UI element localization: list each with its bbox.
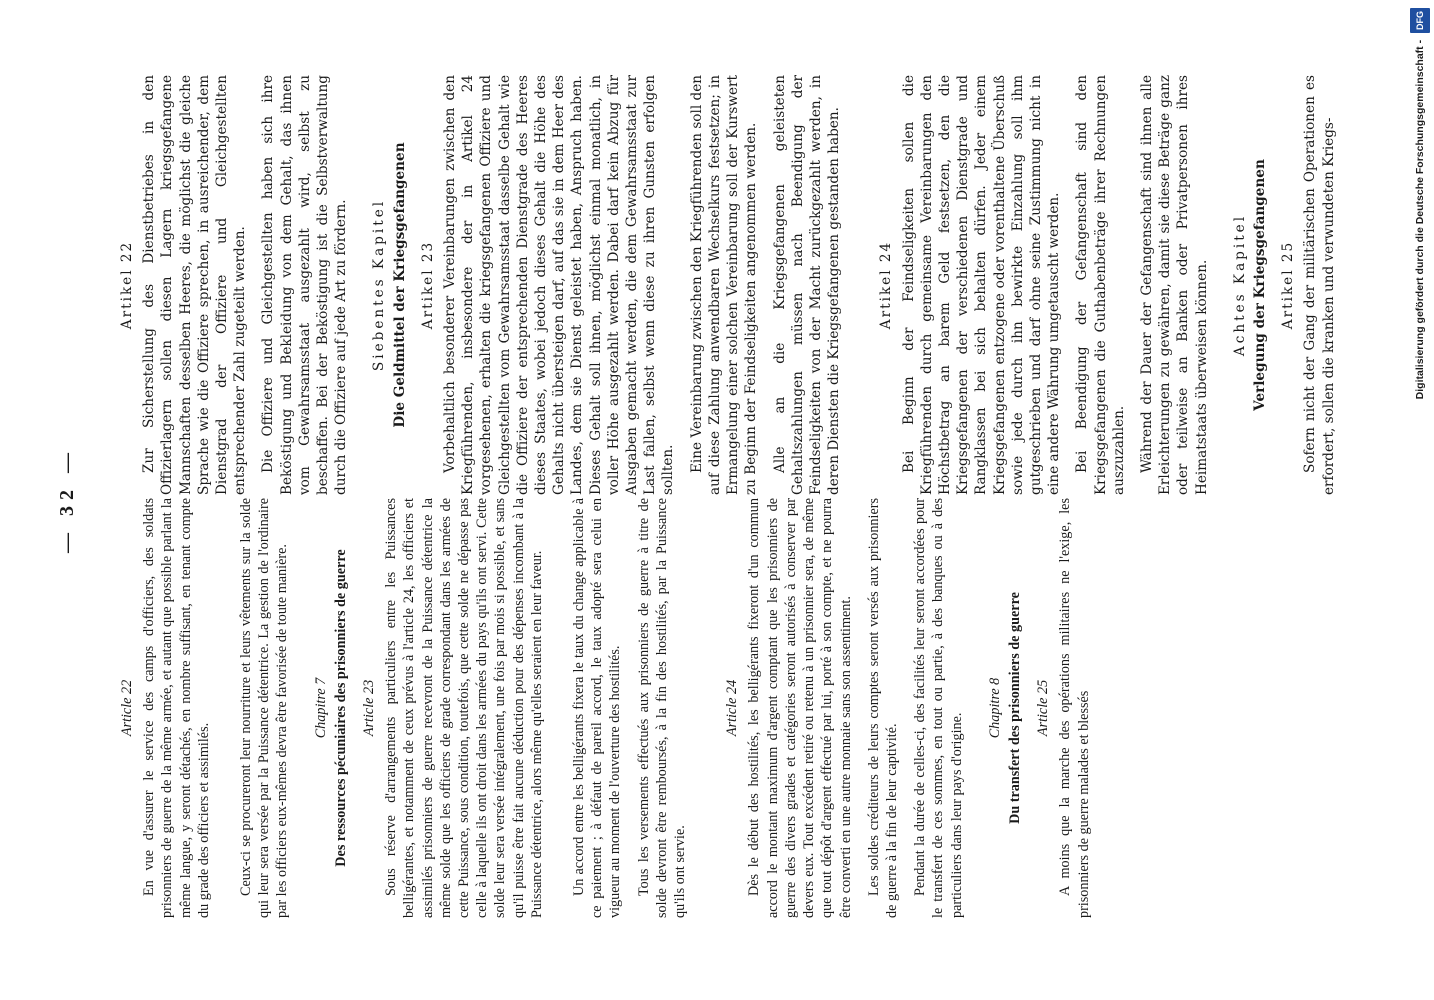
fr-article-24-paragraph-3: Pendant la durée de celles-ci, des facilités leur seront accordées pour le transfert de ces sommes, en tout ou partie, à des banques ou à des particuliers dans leur pays d'origine. [912, 498, 965, 918]
de-article-23-paragraph-2: Eine Vereinbarung zwischen den Kriegführenden soll den auf diese Zahlung anwendbaren Wechselkurs festsetzen; in Ermangelung einer solchen Vereinbarung soll der Kurswert zu Beginn der Feindseligkeiten angenommen werden. [688, 74, 760, 495]
de-article-24-paragraph-3: Während der Dauer der Gefangenschaft sind ihnen alle Erleichterungen zu gewähren, damit sie diese Beträge ganz oder teilweise an Banken oder Privatpersonen ihres Heimatstaats überweisen können. [1138, 75, 1210, 495]
de-article-23-heading: Artikel 23 [419, 240, 436, 330]
fr-chapter-8-title: Du transfert des prisonniers de guerre [1006, 592, 1023, 824]
fr-chapter-7-label: Chapitre 7 [312, 677, 329, 739]
fr-article-24-paragraph-2: Les soldes créditeurs de leurs comptes seront versés aux prisonniers de guerre à la fin de leur captivité. [865, 498, 900, 918]
fr-article-23-paragraph-2: Un accord entre les belligérants fixera le taux du change applicable à ce paiement ; à défaut de pareil accord, le taux adopté sera celui en vigueur au moment de l'ouverture des hostilités. [571, 498, 624, 918]
page-number: — 32 — [56, 447, 78, 553]
de-article-22-paragraph-1: Zur Sicherstellung des Dienstbetriebes in den Offizierlagern sollen diesen Lagern kriegsgefangene Mannschaften desselben Heeres, die möglichst die gleiche Sprache wie die Offiziere sprechen, in ausreichender, dem Dienstgrad der Offiziere und Gleichgestellten entsprechender Zahl zugeteilt werden. [141, 75, 249, 495]
digitization-margin-note [1410, 8, 1430, 988]
de-article-25-heading: Artikel 25 [1280, 240, 1297, 330]
de-chapter-7-title: Die Geldmittel der Kriegsgefangenen [391, 142, 408, 428]
fr-article-22-paragraph-1: En vue d'assurer le service des camps d'officiers, des soldats prisonniers de guerre de la même armée, et autant que possible parlant la même langue, y seront détachés, en nombre suffisant, en tenant compte du grade des officiers et assimilés. [141, 498, 212, 918]
fr-article-23-heading: Article 23 [361, 679, 378, 737]
de-article-24-paragraph-1: Bei Beginn der Feindseligkeiten sollen die Kriegführenden durch gemeinsame Vereinbarungen den Höchstbetrag an barem Geld festsetzen, den die Kriegsgefangenen der verschiedenen Dienstgrade und Rangklassen bei sich behalten dürfen. Jeder einem Kriegsgefangenen entzogene oder vorenthaltene Überschuß sowie jede durch ihn bewirkte Einzahlung soll ihm gutgeschrieben und darf ohne seine Zustimmung nicht in eine andere Währung umgetauscht werden. [900, 75, 1063, 495]
fr-article-23-paragraph-3: Tous les versements effectués aux prisonniers de guerre à titre de solde devront être remboursés, à la fin des hostilités, par la Puissance qu'ils ont servie. [635, 498, 689, 918]
fr-article-22-paragraph-2: Ceux-ci se procureront leur nourriture et leurs vêtements sur la solde qui leur sera versée par la Puissance détentrice. La gestion de l'ordinaire par les officiers eux-mêmes devra être favorisée de toute manière. [238, 498, 291, 918]
fr-chapter-8-label: Chapitre 8 [986, 677, 1003, 739]
german-column [108, 75, 1348, 495]
de-article-22-paragraph-2: Die Offiziere und Gleichgestellten haben sich ihre Beköstigung und Bekleidung von dem Gehalt, das ihnen vom Gewahrsamsstaat ausgezahlt wird, selbst zu beschaffen. Bei der Beköstigung ist die Selbstverwaltung durch die Offiziere auf jede Art zu fördern. [260, 75, 350, 495]
de-article-25-paragraph-1: Sofern nicht der Gang der militärischen Operationen es erfordert, sollen die kranken und verwundeten Kriegs- [1302, 75, 1337, 495]
de-article-23-paragraph-1: Vorbehaltlich besonderer Vereinbarungen zwischen den Kriegführenden, insbesondere der in Artikel 24 vorgesehenen, erhalten die kriegsgefangenen Offiziere und Gleichgestellten vom Gewahrsamsstaat dasselbe Gehalt wie die Offiziere der entsprechenden Dienstgrade des Heeres dieses Staates, wobei jedoch dieses Gehalt die Höhe des Gehalts nicht übersteigen darf, auf das sie in dem Heer des Landes, dem sie Dienst geleistet haben, Anspruch haben. Dieses Gehalt soll ihnen, möglichst einmal monatlich, in voller Höhe ausgezahlt werden. Dabei darf kein Abzug für Ausgaben gemacht werden, die dem Gewahrsamsstaat zur Last fallen, selbst wenn diese zu ihren Gunsten erfolgen sollten. [442, 75, 677, 495]
fr-article-24-heading: Article 24 [724, 679, 741, 737]
fr-article-25-heading: Article 25 [1035, 679, 1052, 737]
de-article-24-heading: Artikel 24 [878, 240, 895, 330]
dfg-logo: DFG [1410, 8, 1430, 33]
de-chapter-7-label: Siebentes Kapitel [371, 198, 388, 372]
de-chapter-8-label: Achtes Kapitel [1231, 213, 1248, 357]
french-column [108, 498, 1103, 918]
de-article-24-paragraph-2: Bei Beendigung der Gefangenschaft sind den Kriegsgefangenen die Guthabenbeträge ihrer Rechnungen auszuzahlen. [1074, 75, 1127, 495]
digitization-credit-text: Digitalisierung gefördert durch die Deutsche Forschungsgemeinschaft - [1414, 39, 1426, 400]
fr-chapter-7-title: Des ressources pécuniaires des prisonniers de guerre [332, 549, 349, 867]
de-chapter-8-title: Verlegung der Kriegsgefangenen [1251, 159, 1268, 411]
fr-article-25-paragraph-1: A moins que la marche des opérations militaires ne l'exige, les prisonniers de guerre malades et blessés [1057, 498, 1092, 918]
de-article-23-paragraph-3: Alle an die Kriegsgefangenen geleisteten Gehaltszahlungen müssen nach Beendigung der Feindseligkeiten von der Macht zurückgezahlt werden, in deren Diensten die Kriegsgefangenen gestanden haben. [771, 75, 843, 495]
fr-article-24-paragraph-1: Dès le début des hostilités, les belligérants fixeront d'un commun accord le montant maximum d'argent comptant que les prisonniers de guerre des divers grades et catégories seront autorisés à conserver par devers eux. Tout excédent retiré ou retenu à un prisonnier sera, de même que tout dépôt d'argent effectué par lui, porté à son compte, et ne pourra être converti en une autre monnaie sans son assentiment. [746, 498, 854, 918]
fr-article-22-heading: Article 22 [119, 679, 135, 737]
fr-article-23-paragraph-1: Sous réserve d'arrangements particuliers entre les Puissances belligérantes, et notamment de ceux prévus à l'article 24, les officiers et assimilés prisonniers de guerre recevront de la Puissance détentrice la même solde que les officiers de grade correspondant dans les armées de cette Puissance, sous condition, toutefois, que cette solde ne dépasse pas celle à laquelle ils ont droit dans les armées du pays qu'ils ont servi. Cette solde leur sera versée intégralement, une fois par mois si possible, et sans qu'il puisse être fait aucune déduction pour des dépenses incombant à la Puissance détentrice, alors même qu'elles seraient en leur faveur. [383, 498, 545, 918]
de-article-22-heading: Artikel 22 [119, 240, 135, 330]
